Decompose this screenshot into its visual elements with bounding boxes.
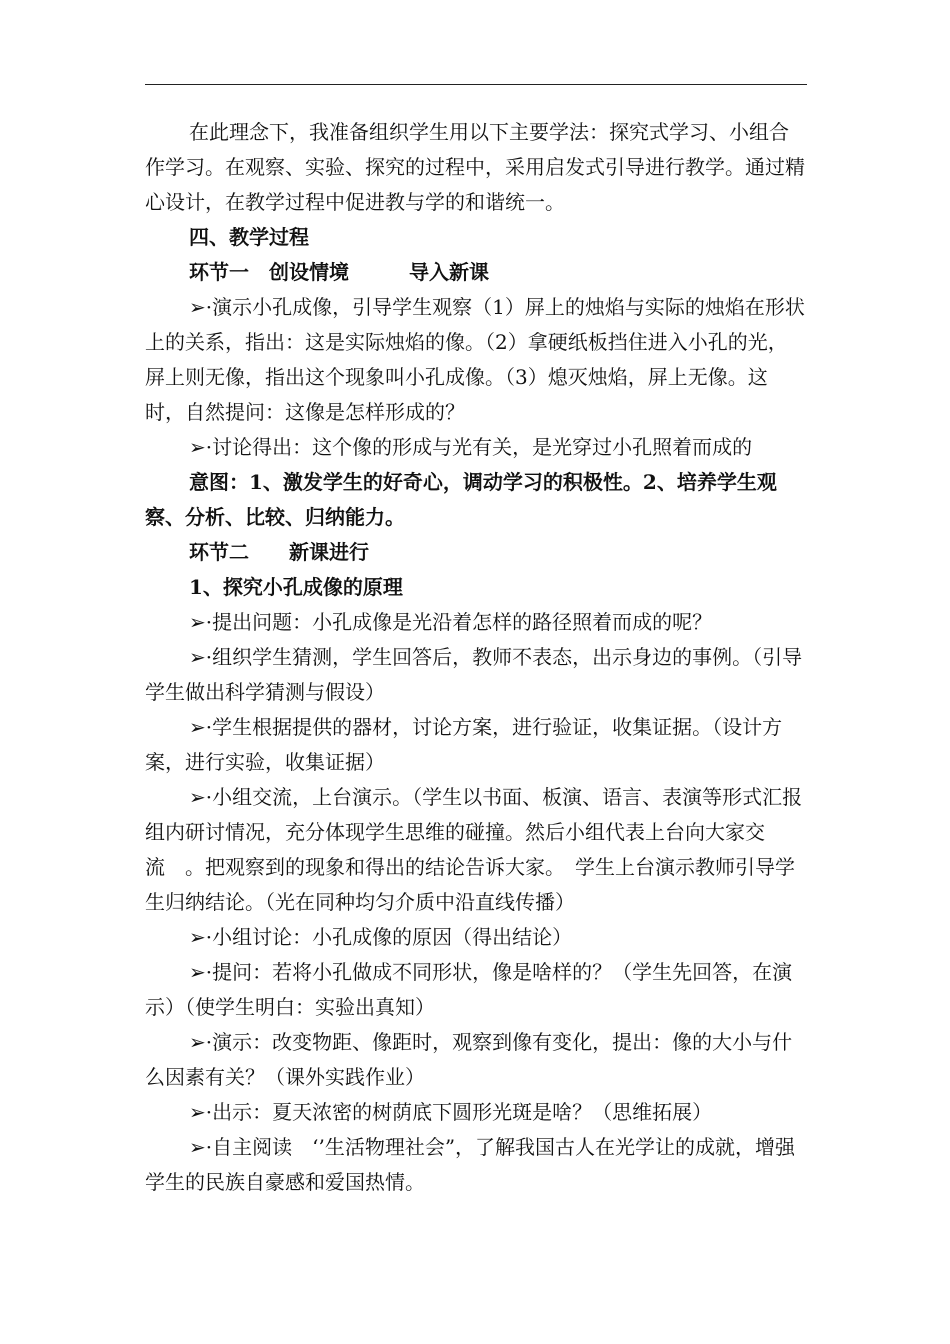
- subheading-principle: 1、探究小孔成像的原理: [189, 575, 403, 599]
- paragraph-demo: ➢·演示小孔成像，引导学生观察（1）屏上的烛焰与实际的烛焰在形状上的关系，指出：这是实际烛焰的像。（2）拿硬纸板挡住进入小孔的光，屏上则无像，指出这个现象叫小孔成像。（3）熄灭烛焰，屏上无像。这时，自然提问：这像是怎样形成的？: [145, 295, 805, 424]
- paragraph-intent: 意图：1、激发学生的好奇心，调动学习的积极性。2、培养学生观察、分析、比较、归纳能力。: [145, 470, 777, 529]
- paragraph-guess: ➢·组织学生猜测，学生回答后，教师不表态，出示身边的事例。（引导学生做出科学猜测与假设）: [145, 645, 803, 704]
- paragraph-exchange: ➢·小组交流，上台演示。（学生以书面、板演、语言、表演等形式汇报组内研讨情况，充分体现学生思维的碰撞。然后小组代表上台向大家交流 。把观察到的现象和得出的结论告诉大家。 学生上台演示教师引导学生归纳结论。（光在同种均匀介质中沿直线传播）: [145, 785, 803, 914]
- paragraph-intro: 在此理念下，我准备组织学生用以下主要学法：探究式学习、小组合作学习。在观察、实验、探究的过程中，采用启发式引导进行教学。通过精心设计，在教学过程中促进教与学的和谐统一。: [145, 120, 805, 214]
- section-heading: 四、教学过程: [189, 225, 309, 249]
- paragraph-distance: ➢·演示：改变物距、像距时，观察到像有变化，提出：像的大小与什么因素有关？（课外实践作业）: [145, 1030, 793, 1089]
- header-rule: [145, 84, 807, 85]
- paragraph-question: ➢·提出问题：小孔成像是光沿着怎样的路径照着而成的呢？: [189, 610, 713, 634]
- paragraph-shade: ➢·出示：夏天浓密的树荫底下圆形光斑是啥？（思维拓展）: [189, 1100, 713, 1124]
- step-two-heading: 环节二 新课进行: [189, 540, 369, 564]
- paragraph-group-discussion: ➢·小组讨论：小孔成像的原因（得出结论）: [189, 925, 573, 949]
- paragraph-shapes: ➢·提问：若将小孔做成不同形状，像是啥样的？（学生先回答，在演示）（使学生明白：实验出真知）: [145, 960, 793, 1019]
- document-body: [145, 115, 807, 1200]
- paragraph-discussion: ➢·讨论得出：这个像的形成与光有关，是光穿过小孔照着而成的: [189, 435, 753, 459]
- paragraph-reading: ➢·自主阅读 ‘’生活物理社会”，了解我国古人在光学让的成就，增强学生的民族自豪感和爱国热情。: [145, 1135, 796, 1194]
- step-one-heading: 环节一 创设情境 导入新课: [189, 260, 489, 284]
- paragraph-verify: ➢·学生根据提供的器材，讨论方案，进行验证，收集证据。（设计方案，进行实验，收集证据）: [145, 715, 783, 774]
